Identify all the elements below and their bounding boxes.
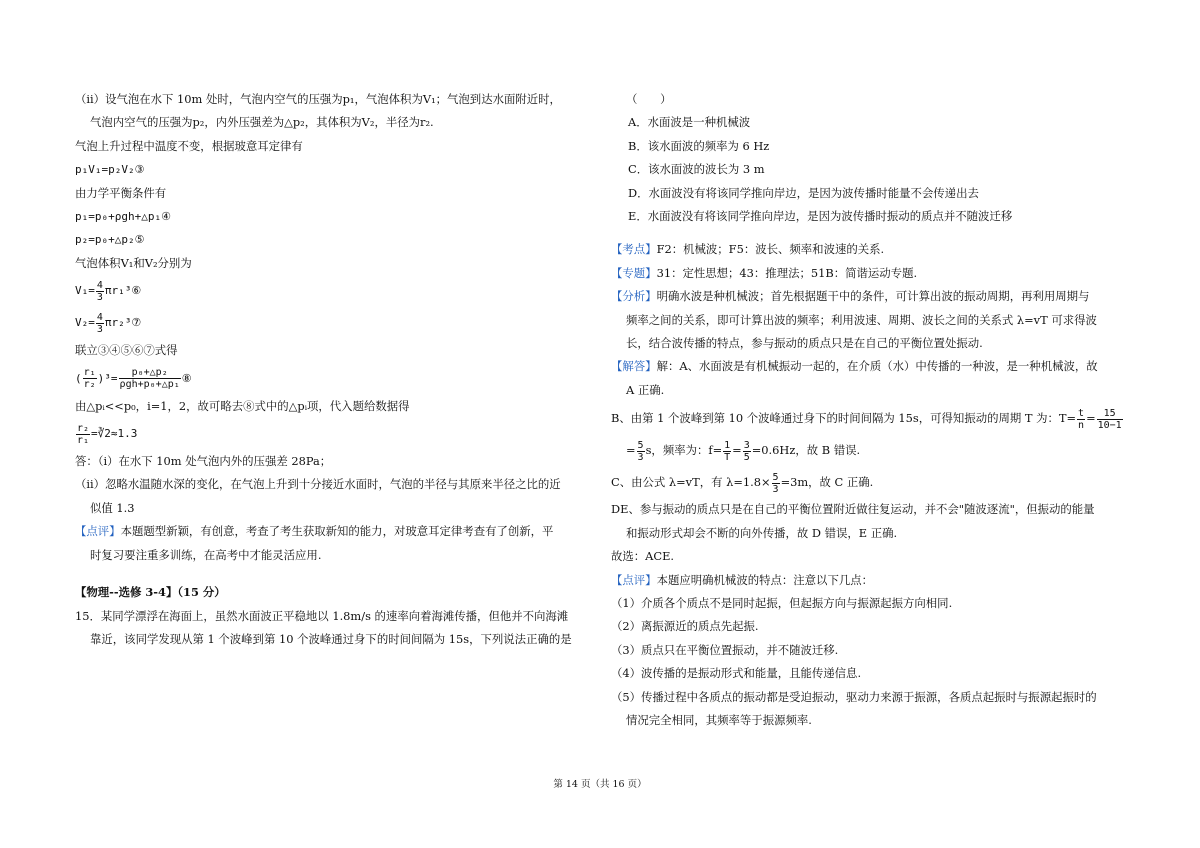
- eq-part: (: [75, 371, 82, 385]
- eq-part: ⑧: [181, 371, 192, 385]
- numerator: 4: [96, 311, 103, 323]
- equation-9: [75, 418, 595, 450]
- denominator: n: [1078, 419, 1085, 431]
- jieda-text: 解：A、水面波是有机械振动一起的，在介质（水）中传播的一种波，是一种机械波，故: [656, 359, 1098, 374]
- denominator: r₁: [77, 434, 90, 446]
- solution-de-line: 和振动形式却会不断的向外传播，故 D 错误，E 正确.: [626, 525, 898, 540]
- denominator: r₂: [83, 379, 96, 391]
- zhuanti-line: [611, 262, 1133, 285]
- eq-part: V₁=: [75, 284, 95, 298]
- equation-8: [75, 363, 595, 395]
- fraction: [772, 472, 780, 495]
- text-line: 由力学平衡条件有: [75, 185, 167, 200]
- point-5-cont: 情况完全相同，其频率等于振源频率.: [626, 712, 812, 727]
- text-line: （ii）设气泡在水下 10m 处时，气泡内空气的压强为p₁，气泡体积为V₁；气泡到达水面附近时，: [75, 92, 561, 106]
- numerator: t: [1078, 407, 1085, 419]
- denominator: 10−1: [1097, 419, 1122, 431]
- equation-5: p₂=p₀+△p₂⑤: [75, 233, 145, 247]
- denominator: T: [724, 451, 731, 463]
- fraction: [1097, 408, 1123, 431]
- fraction: [637, 440, 645, 463]
- denominator: 3: [772, 483, 779, 495]
- point-5: （5）传播过程中各质点的振动都是受迫振动，驱动力来源于振源，各质点起振时与振源起振时的: [611, 689, 1097, 704]
- option-e: E．水面波没有将该同学推向岸边，是因为波传播时振动的质点并不随波迁移: [628, 209, 1013, 224]
- text-part: B、由第 1 个波峰到第 10 个波峰通过身下的时间间隔为 15s，可得知振动的周期 T 为：T=: [611, 411, 1077, 426]
- numerator: 5: [772, 471, 779, 483]
- kaodian-line: [611, 238, 1133, 261]
- text-part: =: [732, 443, 742, 458]
- dianping-text: 本题应明确机械波的特点：注意以下几点：: [656, 572, 874, 587]
- fraction: [76, 423, 90, 446]
- eq-part: V₂=: [75, 316, 95, 330]
- fraction: [119, 367, 181, 390]
- fenxi-tag: 【分析】: [611, 289, 657, 304]
- answer-paren: （ ）: [626, 92, 672, 106]
- numerator: 5: [637, 439, 644, 451]
- option-a: A．水面波是一种机械波: [628, 115, 751, 130]
- dianping-line: [611, 569, 1133, 592]
- solution-de-line: DE、参与振动的质点只是在自己的平衡位置附近做往复运动，并不会"随波逐流"，但振动的能量: [611, 502, 1095, 517]
- dianping-tag: 【点评】: [611, 572, 657, 587]
- point-3: （3）质点只在平衡位置振动，并不随波迁移.: [611, 642, 839, 657]
- eq-part: )³=: [97, 371, 118, 385]
- equation-6: [75, 275, 595, 307]
- eq-part: πr₂³⑦: [104, 316, 142, 330]
- text-part: s，频率为：f=: [645, 443, 723, 458]
- zhuanti-tag: 【专题】: [611, 265, 657, 280]
- fraction: [96, 280, 104, 303]
- text-part: =: [1086, 411, 1096, 426]
- jieda-line: [611, 355, 1133, 378]
- fraction: [743, 440, 751, 463]
- right-column: [611, 88, 1133, 732]
- numerator: r₁: [83, 367, 96, 379]
- fenxi-line: 频率之间的关系，即可计算出波的频率；利用波速、周期、波长之间的关系式 λ=vT 可求得波: [626, 312, 1097, 327]
- fraction: [723, 440, 731, 463]
- denominator: 3: [96, 323, 103, 335]
- point-2: （2）离振源近的质点先起振.: [611, 619, 759, 634]
- choice-line: 故选：ACE.: [611, 549, 675, 564]
- denominator: 3: [637, 451, 644, 463]
- fenxi-line: 长，结合波传播的特点，参与振动的质点只是在自己的平衡位置处振动.: [626, 336, 983, 351]
- question-line: 15．某同学漂浮在海面上，虽然水面波正平稳地以 1.8m/s 的速率向着海滩传播，但他并不向海滩: [75, 608, 569, 623]
- spacer: [75, 567, 595, 581]
- zhuanti-text: 31：定性思想；43：推理法；51B：简谐运动专题.: [656, 265, 918, 280]
- text-line: 由△pᵢ<<p₀，i=1，2，故可略去⑧式中的△pᵢ项，代入题给数据得: [75, 398, 410, 413]
- eq-part: =∛2≈1.3: [91, 427, 138, 441]
- review-tag: 【点评】: [75, 524, 121, 539]
- equation-3: p₁V₁=p₂V₂③: [75, 163, 145, 177]
- option-c: C．该水面波的波长为 3 m: [628, 162, 765, 177]
- fenxi-line: [611, 285, 1133, 308]
- question-line: 靠近，该同学发现从第 1 个波峰到第 10 个波峰通过身下的时间间隔为 15s，下列说法正确的是: [90, 631, 572, 646]
- numerator: p₀+△p₂: [119, 367, 181, 379]
- numerator: 4: [96, 279, 103, 291]
- page-footer: 第 14 页（共 16 页）: [553, 779, 647, 790]
- jieda-tag: 【解答】: [611, 359, 657, 374]
- solution-b-line: [611, 434, 1133, 466]
- review-line: [75, 520, 595, 543]
- numerator: 3: [743, 439, 750, 451]
- text-part: =: [626, 443, 636, 458]
- point-1: （1）介质各个质点不是同时起振，但起振方向与振源起振方向相同.: [611, 595, 953, 610]
- fenxi-text: 明确水波是种机械波；首先根据题干中的条件，可计算出波的振动周期，再利用周期与: [656, 289, 1090, 304]
- solution-c-line: [611, 466, 1133, 498]
- text-line: 联立③④⑤⑥⑦式得: [75, 343, 178, 358]
- kaodian-tag: 【考点】: [611, 242, 657, 257]
- spacer: [611, 228, 1133, 238]
- eq-part: πr₁³⑥: [104, 284, 142, 298]
- numerator: r₂: [77, 422, 90, 434]
- answer-line: 答：（i）在水下 10m 处气泡内外的压强差 28Pa；: [75, 454, 332, 469]
- text-line: 气泡上升过程中温度不变，根据玻意耳定律有: [75, 138, 303, 153]
- option-d: D．水面波没有将该同学推向岸边，是因为波传播时能量不会传递出去: [628, 185, 979, 200]
- solution-b-line: [611, 402, 1133, 434]
- equation-7: [75, 307, 595, 339]
- numerator: 1: [724, 439, 731, 451]
- text-line: 气泡内空气的压强为p₂，内外压强差为△p₂，其体积为V₂，半径为r₂.: [90, 115, 434, 130]
- denominator: 3: [96, 291, 103, 303]
- point-4: （4）波传播的是振动形式和能量，且能传递信息.: [611, 666, 862, 681]
- review-line: 时复习要注重多训练，在高考中才能灵活应用.: [90, 547, 322, 562]
- denominator: ρgh+p₀+△p₁: [119, 379, 180, 391]
- section-heading: 【物理--选修 3-4】（15 分）: [75, 585, 226, 600]
- review-text: 本题题型新颖，有创意，考查了考生获取新知的能力，对玻意耳定律考查有了创新，平: [120, 524, 554, 539]
- jieda-line: A 正确.: [626, 382, 665, 397]
- text-line: 气泡体积V₁和V₂分别为: [75, 255, 192, 270]
- numerator: 15: [1097, 408, 1123, 420]
- fraction: [83, 367, 97, 390]
- fraction: [1077, 408, 1085, 431]
- text-part: =3m，故 C 正确.: [780, 475, 874, 490]
- option-b: B．该水面波的频率为 6 Hz: [628, 138, 770, 153]
- equation-4: p₁=p₀+ρgh+△p₁④: [75, 210, 171, 224]
- denominator: 5: [743, 451, 750, 463]
- left-column: [75, 88, 595, 651]
- answer-line: 似值 1.3: [90, 500, 135, 515]
- text-part: C、由公式 λ=vT，有 λ=1.8×: [611, 475, 771, 490]
- answer-line: （ii）忽略水温随水深的变化，在气泡上升到十分接近水面时，气泡的半径与其原来半径之比的近: [75, 477, 561, 492]
- text-part: =0.6Hz，故 B 错误.: [751, 443, 861, 458]
- fraction: [96, 312, 104, 335]
- kaodian-text: F2：机械波；F5：波长、频率和波速的关系.: [656, 242, 885, 257]
